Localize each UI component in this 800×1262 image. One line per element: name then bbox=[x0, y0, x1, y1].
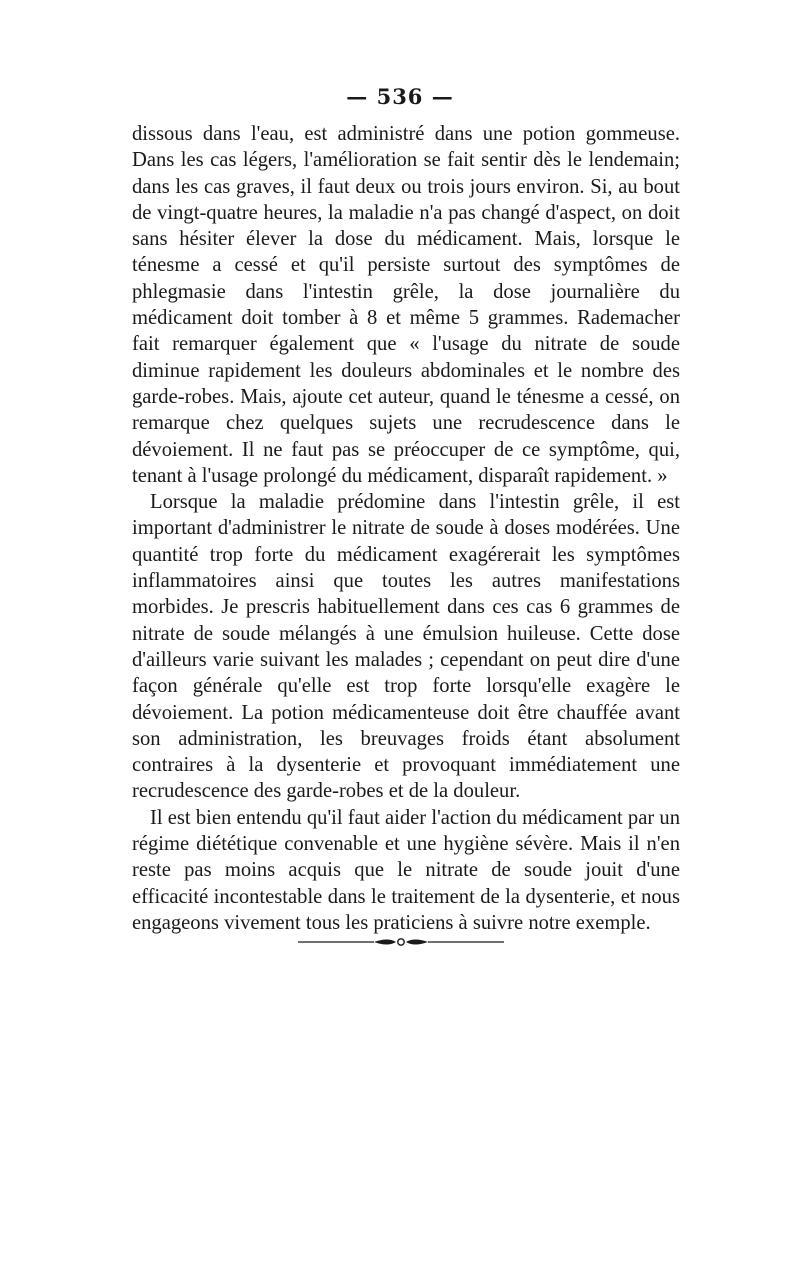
paragraph-conclusion: Il est bien entendu qu'il faut aider l'action du médicament par un régime diététique convenable et une hygiène sévère. Mais il n'en reste pas moins acquis que le nitrate de soude jouit d'une efficacité incontestable dans le traitement de la dysenterie, et nous engageons vivement tous les praticiens à suivre notre exemple. bbox=[132, 806, 680, 934]
paragraph-small-intestine: Lorsque la maladie prédomine dans l'intestin grêle, il est important d'administrer le nitrate de soude à doses modérées. Une quantité trop forte du médicament exagérerait les symptômes inflammatoires ainsi que toutes les autres manifestations morbides. Je prescris habituellement dans ces cas 6 grammes de nitrate de soude mélangés à une émulsion huileuse. Cette dose d'ailleurs varie suivant les malades ; cependant on peut dire d'une façon générale qu'elle est trop forte lorsqu'elle exagère le dévoiement. La potion médicamenteuse doit être chauffée avant son administration, les breuvages froids étant absolument contraires à la dysenterie et provoquant immédiatement une recrudescence des garde-robes et de la douleur. bbox=[132, 491, 680, 803]
paragraph-continuation: dissous dans l'eau, est administré dans une potion gommeuse. Dans les cas légers, l'amélioration se fait sentir dès le lendemain; dans les cas graves, il faut deux ou trois jours environ. Si, au bout de vingt-quatre heures, la maladie n'a pas changé d'aspect, on doit sans hésiter élever la dose du médicament. Mais, lorsque le ténesme a cessé et qu'il persiste surtout des symptômes de phlegmasie dans l'intestin grêle, la dose journalière du médicament doit tomber à 8 et même 5 grammes. Rademacher fait remarquer également que « l'usage du nitrate de soude diminue rapidement les douleurs abdominales et le nombre des garde-robes. Mais, ajoute cet auteur, quand le ténesme a cessé, on remarque chez quelques sujets une recrudescence dans le dévoiement. Il ne faut pas se préoccuper de ce symptôme, qui, tenant à l'usage prolongé du médicament, disparaît rapidement. » bbox=[132, 123, 680, 487]
fleuron-rule-icon bbox=[296, 936, 506, 948]
body-text bbox=[132, 121, 680, 936]
page-number: — 536 — bbox=[346, 84, 454, 109]
